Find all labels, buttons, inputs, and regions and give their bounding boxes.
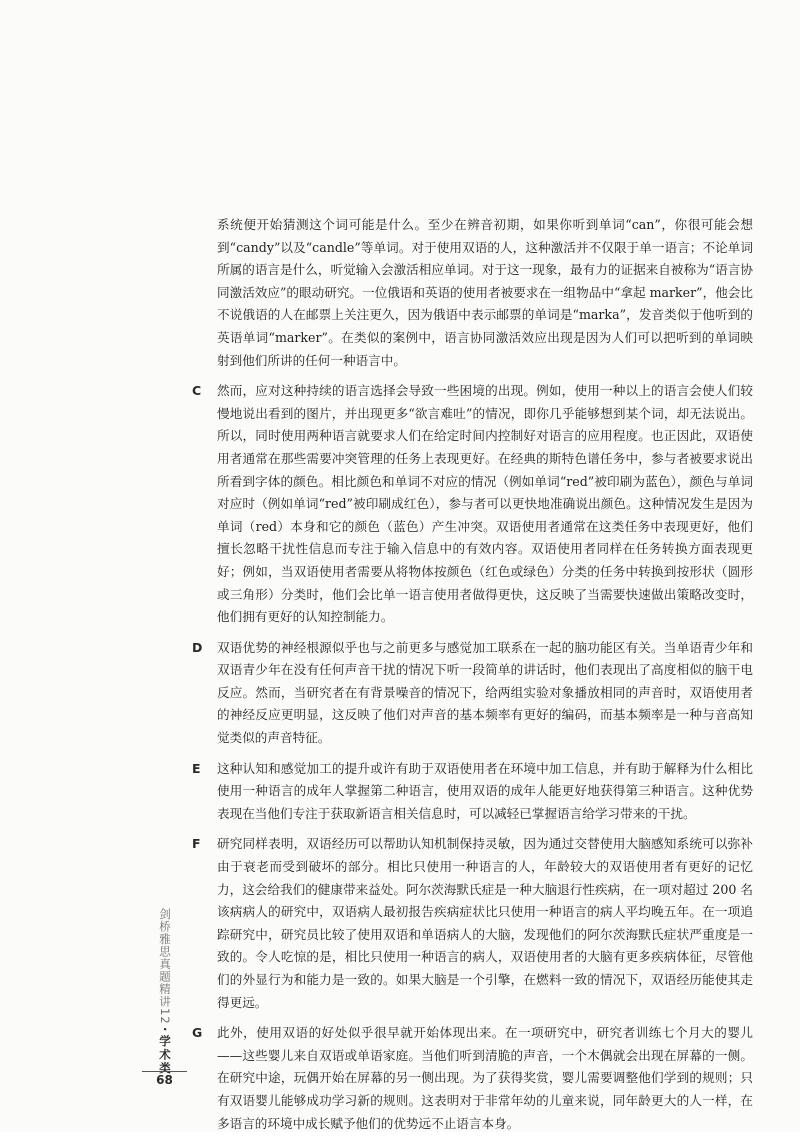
book-series-title: 剑桥雅思真题精讲12 <box>158 908 172 1025</box>
section-letter-e: E <box>192 760 201 776</box>
section-f-text: 研究同样表明，双语经历可以帮助认知机制保持灵敏，因为通过交替使用大脑感知系统可以弥补由于衰老而受到破坏的部分。相比只使用一种语言的人，年龄较大的双语使用者有更好的记忆力，这会给我们的健康带来益处。阿尔茨海默氏症是一种大脑退行性疾病，在一项对超过 200 名该病病人的研究中，双语病人最初报告疾病症状比只使用一种语言的病人平均晚五年。在一项追踪研究中，研究员比较了使用双语和单语病人的大脑，发现他们的阿尔茨海默氏症状严重度是一致的。令人吃惊的是，相比只使用一种语言的病人，双语使用者的大脑有更多疾病体征，尽管他们的外显行为和能力是一致的。如果大脑是一个引擎，在燃料一致的情况下，双语经历能使其走得更远。 <box>217 836 753 1010</box>
intro-paragraph: 系统便开始猜测这个词可能是什么。至少在辨音初期，如果你听到单词“can”，你很可能会想到“candy”以及“candle”等单词。对于使用双语的人，这种激活并不仅限于单一语言；不论单词所属的语言是什么，听觉输入会激活相应单词。对于这一现象，最有力的证据来自被称为“语言协同激活效应”的眼动研究。一位俄语和英语的使用者被要求在一组物品中“拿起 marker”，他会比不说俄语的人在邮票上关注更久，因为俄语中表示邮票的单词是“marka”，发音类似于他听到的英语单词“marker”。在类似的案例中，语言协同激活效应出现是因为人们可以把听到的单词映射到他们所讲的任何一种语言中。 <box>217 217 753 368</box>
page-body <box>192 214 753 1143</box>
section-c-text: 然而，应对这种持续的语言选择会导致一些困境的出现。例如，使用一种以上的语言会使人们较慢地说出看到的图片，并出现更多“欲言难吐”的情况，即你几乎能够想到某个词，却无法说出。所以，同时使用两种语言就要求人们在给定时间内控制好对语言的应用程度。也正因此，双语使用者通常在那些需要冲突管理的任务上表现更好。在经典的斯特色谱任务中，参与者被要求说出所看到字体的颜色。相比颜色和单词不对应的情况（例如单词“red”被印刷为蓝色），颜色与单词对应时（例如单词“red”被印刷成红色），参与者可以更快地准确说出颜色。这种情况发生是因为单词（red）本身和它的颜色（蓝色）产生冲突。双语使用者通常在这类任务中表现更好，他们擅长忽略干扰性信息而专注于输入信息中的有效内容。双语使用者同样在任务转换方面表现更好；例如，当双语使用者需要从将物体按颜色（红色或绿色）分类的任务中转换到按形状（圆形或三角形）分类时，他们会比单一语言使用者做得更快，这反映了当需要快速做出策略改变时，他们拥有更好的认知控制能力。 <box>217 383 753 625</box>
section-f <box>192 833 753 1014</box>
section-g-text: 此外，使用双语的好处似乎很早就开始体现出来。在一项研究中，研究者训练七个月大的婴儿——这些婴儿来自双语或单语家庭。当他们听到清脆的声音，一个木偶就会出现在屏幕的一侧。在研究中途，玩偶开始在屏幕的另一侧出现。为了获得奖赏，婴儿需要调整他们学到的规则；只有双语婴儿能够成功学习新的规则。这表明对于非常年幼的儿童来说，同年龄更大的人一样，在多语言的环境中成长赋予他们的优势远不止语言本身。 <box>217 1025 753 1131</box>
section-letter-g: G <box>192 1025 203 1041</box>
section-letter-f: F <box>192 836 201 852</box>
page-number-rule <box>142 1071 187 1072</box>
section-d <box>192 637 753 750</box>
book-category: 学术类 <box>158 1035 172 1076</box>
section-c <box>192 380 753 629</box>
section-letter-c: C <box>192 383 202 399</box>
section-d-text: 双语优势的神经根源似乎也与之前更多与感觉加工联系在一起的脑功能区有关。当单语青少年和双语青少年在没有任何声音干扰的情况下听一段简单的讲话时，他们表现出了高度相似的脑干电反应。然而，当研究者在有背景噪音的情况下，给两组实验对象播放相同的声音时，双语使用者的神经反应更明显，这反映了他们对声音的基本频率有更好的编码，而基本频率是一种与音高知觉类似的声音特征。 <box>217 639 753 746</box>
page-number: 68 <box>156 1073 173 1087</box>
section-g <box>192 1022 753 1135</box>
book-sidebar <box>150 908 180 1076</box>
sidebar-separator: · <box>158 1026 172 1034</box>
section-letter-d: D <box>192 639 203 655</box>
section-e-text: 这种认知和感觉加工的提升或许有助于双语使用者在环境中加工信息，并有助于解释为什么相比使用一种语言的成年人掌握第二种语言，使用双语的成年人能更好地获得第三种语言。这种优势表现在当他们专注于获取新语言相关信息时，可以减轻已掌握语言给学习带来的干扰。 <box>217 760 753 821</box>
section-e <box>192 758 753 826</box>
